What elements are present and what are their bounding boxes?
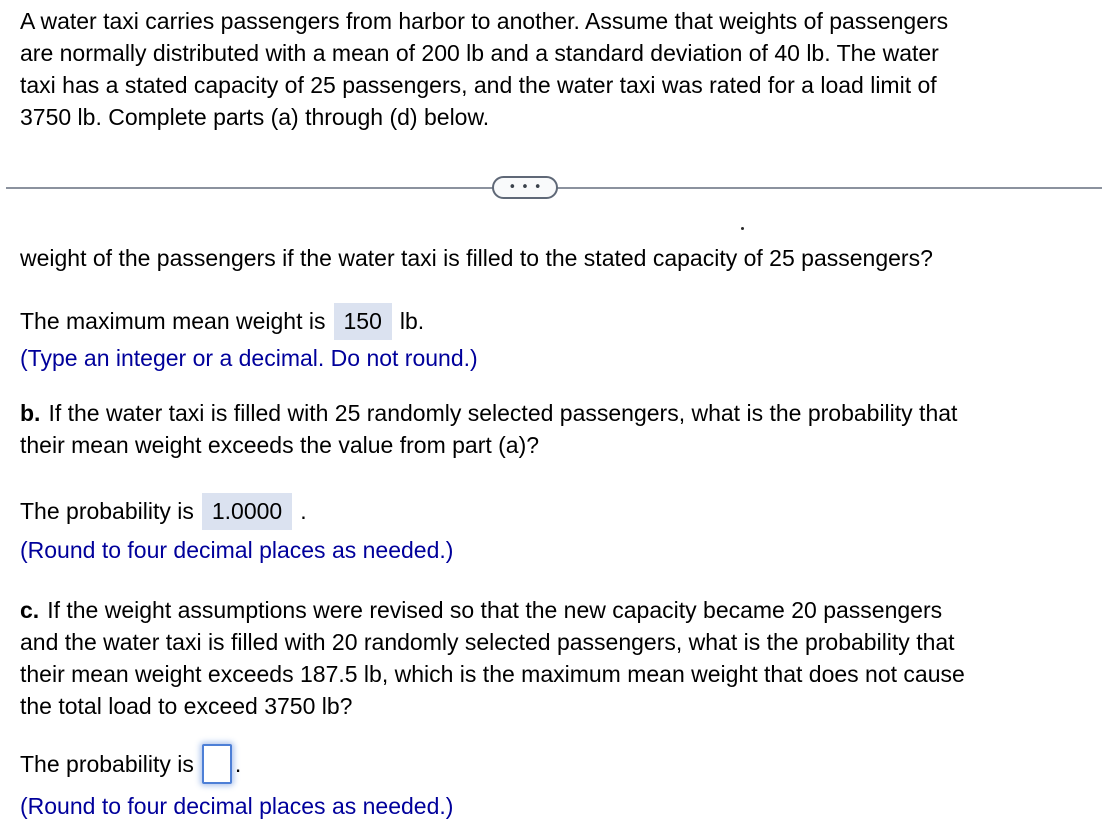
answer-prefix: The maximum mean weight is bbox=[20, 307, 326, 334]
more-options-button[interactable] bbox=[492, 176, 558, 199]
question-line: weight of the passengers if the water taxi is filled to the stated capacity of 25 passengers? bbox=[20, 245, 933, 271]
question-line: their mean weight exceeds the value from part (a)? bbox=[20, 432, 540, 458]
question-line: and the water taxi is filled with 20 randomly selected passengers, what is the probability that bbox=[20, 629, 955, 655]
part-b-question bbox=[20, 397, 957, 461]
probability-input[interactable] bbox=[202, 744, 232, 784]
question-text: If the water taxi is filled with 25 randomly selected passengers, what is the probability that bbox=[48, 400, 958, 426]
problem-line: A water taxi carries passengers from harbor to another. Assume that weights of passengers bbox=[20, 8, 949, 34]
instruction-c: (Round to four decimal places as needed.) bbox=[20, 793, 454, 819]
answer-box-a[interactable]: 150 bbox=[334, 303, 392, 340]
part-c-question bbox=[20, 594, 965, 722]
part-b-label: b. bbox=[20, 400, 41, 426]
question-line: the total load to exceed 3750 lb? bbox=[20, 693, 353, 719]
ellipsis-icon: ••• bbox=[508, 180, 547, 195]
answer-prefix: The probability is bbox=[20, 750, 194, 777]
part-c-answer-row bbox=[20, 742, 241, 786]
question-line bbox=[20, 397, 957, 429]
answer-suffix: . bbox=[234, 750, 242, 777]
answer-box-b[interactable]: 1.0000 bbox=[202, 493, 292, 530]
part-b-answer-row bbox=[20, 490, 307, 532]
problem-statement bbox=[20, 5, 948, 133]
part-c-label: c. bbox=[20, 597, 40, 623]
instruction-b: (Round to four decimal places as needed.) bbox=[20, 537, 454, 563]
answer-suffix: . bbox=[300, 497, 307, 524]
answer-suffix: lb. bbox=[399, 307, 425, 334]
instruction-a: (Type an integer or a decimal. Do not round.) bbox=[20, 345, 478, 371]
part-a-question bbox=[20, 242, 933, 274]
part-a-answer-row bbox=[20, 300, 424, 342]
question-line bbox=[20, 594, 965, 626]
stray-dot bbox=[741, 227, 744, 230]
problem-line: taxi has a stated capacity of 25 passengers, and the water taxi was rated for a load limit of bbox=[20, 72, 937, 98]
problem-line: 3750 lb. Complete parts (a) through (d) below. bbox=[20, 104, 490, 130]
question-line: their mean weight exceeds 187.5 lb, which is the maximum mean weight that does not cause bbox=[20, 661, 965, 687]
problem-line: are normally distributed with a mean of 200 lb and a standard deviation of 40 lb. The water bbox=[20, 40, 939, 66]
answer-prefix: The probability is bbox=[20, 497, 194, 524]
question-text: If the weight assumptions were revised so that the new capacity became 20 passengers bbox=[47, 597, 943, 623]
